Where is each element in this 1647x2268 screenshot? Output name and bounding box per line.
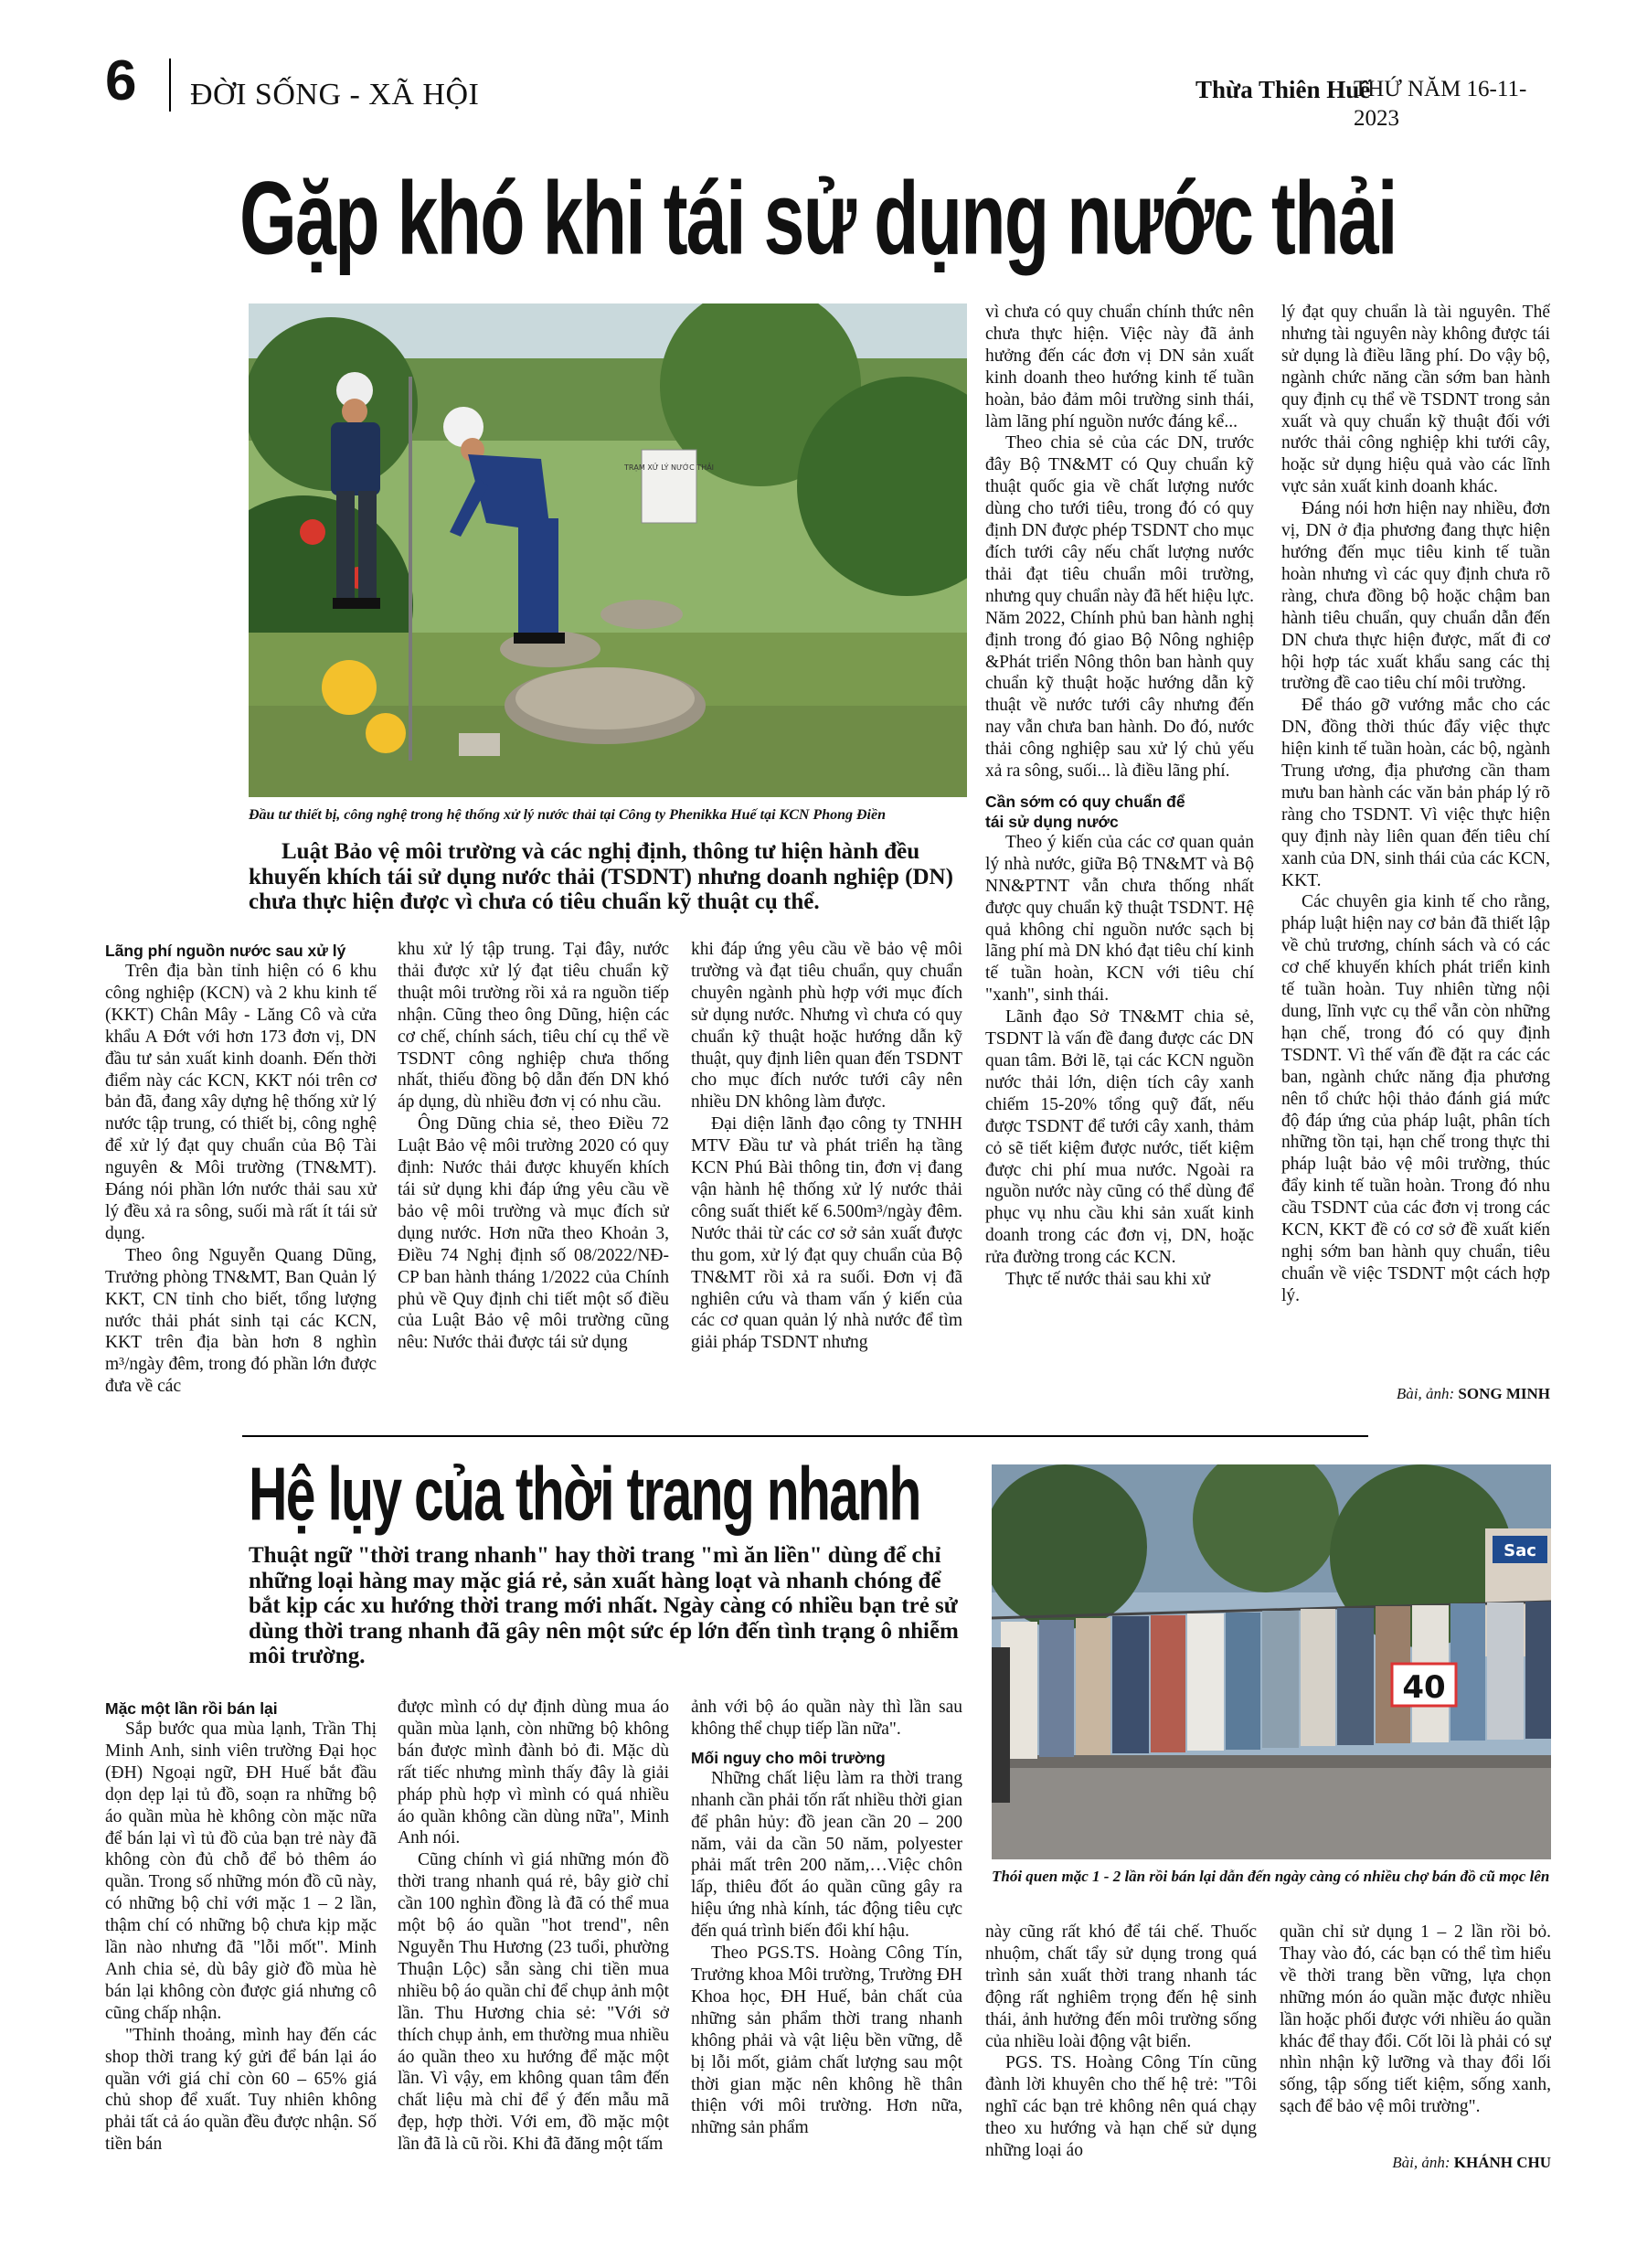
station-sign-text: TRẠM XỬ LÝ NƯỚC THẢI [623,463,715,472]
article-divider [242,1435,1368,1437]
byline-label: Bài, ảnh: [1396,1385,1455,1402]
article1-byline [1281,1385,1550,1403]
article1-col1 [105,939,377,1405]
paragraph: Cũng chính vì giá những món đồ thời trang nhanh quá rẻ, bây giờ chỉ cần 100 nghìn đồng là đã có thể mua một bộ áo quần "hot trend", nên Nguyễn Thu Hương (23 tuổi, phường Thuận Lộc) sẵn sàng chi tiền mua nhiều bộ áo quần chỉ để chụp ảnh một lần. Thu Hương chia sẻ: "Với sở thích chụp ảnh, em thường mua nhiều áo quần theo xu hướng để mặc một lần. Vì vậy, em không quan tâm đến chất liệu mà chỉ để ý đến mẫu mã đẹp, hợp thời. Với em, đồ mặc một lần đã là cũ rồi. Khi đã đăng một tấm [398,1850,669,2155]
paragraph: Các chuyên gia kinh tế cho rằng, pháp luật hiện nay cơ bản đã thiết lập về chủ trương, chính sách và có các cơ chế khuyến khích phát triển kinh tế tuần hoàn. Tuy nhiên từng nội dung, lĩnh vực cụ thể vẫn còn những hạn chế, trong đó có quy định TSDNT. Vì thế vấn đề đặt ra các các ban, ngành chức năng địa phương nên tổ chức hội thảo đánh giá mức độ đáp ứng của pháp luật, phân tích những tồn tại, hạn chế trong thực thi pháp luật bảo vệ môi trường, thúc đẩy kinh tế tuần hoàn. Trong đó nhu cầu TSDNT của các đơn vị trong các KCN, KKT đề có cơ sở đề xuất kiến nghị sớm ban hành quy chuẩn, tiêu chuẩn về việc TSDNT một cách hợp lý. [1281,892,1550,1305]
subheading: Mặc một lần rồi bán lại [105,1699,278,1718]
paragraph: Thực tế nước thải sau khi xử [1005,1270,1210,1290]
subheading: Cần sớm có quy chuẩn để tái sử dụng nước [985,792,1185,831]
header-divider [169,59,171,112]
paragraph: Trên địa bàn tỉnh hiện có 6 khu công nghiệp (KCN) và 2 khu kinh tế (KKT) Chân Mây - Lăng Cô và cửa khẩu A Đớt với hơn 173 đơn vị, DN đầu tư sản xuất kinh doanh. Đến thời điểm này các KCN, KKT nói trên cơ bản đã, đang xây dựng hệ thống xử lý nước tập trung, có thiết bị, công nghệ để xử lý đạt quy chuẩn của Bộ Tài nguyên & Môi trường (TN&MT). Đáng nói phần lớn nước thải sau xử lý đều xả ra sông, suối mà rất ít tái sử dụng. [105,962,377,1243]
paragraph: vì chưa có quy chuẩn chính thức nên chưa thực hiện. Việc này đã ảnh hưởng đến các đơn vị DN sản xuất kinh doanh theo hướng kinh tế tuần hoàn, bảo đảm môi trường sinh thái, làm lãng phí nguồn nước đáng kể... [985,303,1254,431]
byline-name: SONG MINH [1458,1385,1550,1402]
article2-photo-caption: Thói quen mặc 1 - 2 lần rồi bán lại dẫn đến ngày càng có nhiều chợ bán đồ cũ mọc lên [992,1868,1550,1885]
paragraph: này cũng rất khó để tái chế. Thuốc nhuộm, chất tẩy sử dụng trong quá trình sản xuất thời trang nhanh tác động rất nghiêm trọng đến hệ sinh thái, ảnh hưởng đến môi trường sống của nhiều loài động vật biển. [985,1922,1257,2051]
paragraph: Ông Dũng chia sẻ, theo Điều 72 Luật Bảo vệ môi trường 2020 có quy định: Nước thải được khuyến khích tái sử dụng khi đáp ứng yêu cầu về bảo vệ môi trường và mục đích sử dụng nước. Hơn nữa theo Khoản 3, Điều 74 Nghị định số 08/2022/NĐ-CP ban hành tháng 1/2022 của Chính phủ về Quy định chi tiết một số điều của Luật Bảo vệ môi trường cũng nêu: Nước thải được tái sử dụng [398,1114,669,1353]
article1-sapo: Luật Bảo vệ môi trường và các nghị định, thông tư hiện hành đều khuyến khích tái sử dụng nước thải (TSDNT) nhưng doanh nghiệp (DN) chưa thực hiện được vì chưa có tiêu chuẩn kỹ thuật cụ thể. [249,839,953,914]
paragraph: Đại diện lãnh đạo công ty TNHH MTV Đầu tư và phát triển hạ tầng KCN Phú Bài thông tin, đơn vị đang vận hành hệ thống xử lý nước thải công suất thiết kế 6.500m³/ngày đêm. Nước thải từ các cơ sở sản xuất được thu gom, xử lý đạt quy chuẩn của Bộ TN&MT rồi xả ra suối. Đơn vị đã nghiên cứu và tham vấn ý kiến của các cơ quan quản lý nhà nước để tìm giải pháp TSDNT nhưng [691,1114,962,1353]
paragraph: Theo ông Nguyễn Quang Dũng, Trưởng phòng TN&MT, Ban Quản lý KKT, CN tỉnh cho biết, tổng lượng nước thải phát sinh tại các KCN, KKT trên địa bàn hơn 8 nghìn m³/ngày đêm, trong đó phần lớn được đưa về các [105,1245,377,1397]
article2-col2 [398,1697,669,2181]
paragraph: Để tháo gỡ vướng mắc cho các DN, đồng thời thúc đẩy việc thực hiện kinh tế tuần hoàn, các bộ, ngành Trung ương, địa phương cần tham mưu ban hành các văn bản pháp lý rõ ràng cho TSDNT. Vì việc thực hiện quy định này liên quan đến tiêu chí xanh của DN, sinh thái của các KCN, KKT. [1281,696,1550,890]
paragraph: Đáng nói hơn hiện nay nhiều, đơn vị, DN ở địa phương đang thực hiện hướng đến mục tiêu kinh tế tuần hoàn nhưng vì các quy định chưa rõ ràng, chưa đồng bộ hoặc chậm ban hành tiêu chuẩn, quy chuẩn dẫn đến DN chưa thực hiện được, mất đi cơ hội hợp tác xuất khẩu sang các thị trường đề cao tiêu chí môi trường. [1281,499,1550,694]
article2-col3 [691,1697,962,2181]
paragraph: Những chất liệu làm ra thời trang nhanh cần phải tốn rất nhiều thời gian để phân hủy: đồ jean cần 20 – 200 năm, vải da cần 50 năm, polyester phải mất trên 200 năm,…Việc chôn lấp, thiêu đốt áo quần cũng gây ra hiệu ứng nhà kính, tác động tiêu cực đến quá trình biến đổi khí hậu. [691,1768,962,1942]
page-header [105,49,1558,131]
paper-name: Thừa Thiên Huế [1195,76,1371,103]
article2-col4 [985,1922,1257,2182]
article2-col5 [1280,1922,1551,2150]
paragraph: Theo PGS.TS. Hoàng Công Tín, Trưởng khoa Môi trường, Trường ĐH Khoa học, ĐH Huế, bản chất của những sản phẩm thời trang nhanh không phải và vật liệu bền vững, dễ bị lỗi mốt, giảm chất lượng sau một thời gian mặc nên không hề thân thiện với môi trường. Hơn nữa, những sản phẩm [691,1943,962,2138]
paragraph: "Thỉnh thoảng, mình hay đến các shop thời trang ký gửi để bán lại áo quần với giá chỉ còn 60 – 65% giá chủ shop để xuất. Tuy nhiên không phải tất cả áo quần đều được nhận. Số tiền bán [105,2025,377,2155]
article2-headline: Hệ lụy của thời trang nhanh [249,1452,920,1537]
article2-sapo: Thuật ngữ "thời trang nhanh" hay thời trang "mì ăn liền" dùng để chỉ những loại hàng may mặc giá rẻ, sản xuất hàng loạt và nhanh chóng để bắt kịp các xu hướng thời trang mới nhất. Ngày càng có nhiều bạn trẻ sử dùng thời trang nhanh đã gây nên một sức ép lớn đến tình trạng ô nhiễm môi trường. [249,1543,959,1668]
article1-col2 [398,939,669,1405]
paragraph: khu xử lý tập trung. Tại đây, nước thải được xử lý đạt tiêu chuẩn kỹ thuật môi trường rồi xả ra nguồn tiếp nhận. Cũng theo ông Dũng, hiện các cơ chế, chính sách, tiêu chí cụ thể về TSDNT công nghiệp chưa thống nhất, thiếu đồng bộ dẫn đến DN khó áp dụng, dù nhiều đơn vị có nhu cầu. [398,940,669,1113]
article1-photo-caption: Đầu tư thiết bị, công nghệ trong hệ thống xử lý nước thải tại Công ty Phenikka Huế tại KCN Phong Điền [249,807,886,823]
wastewater-station-photo [249,303,967,797]
byline-name: KHÁNH CHU [1453,2154,1551,2171]
article1-headline: Gặp khó khi tái sử dụng nước thải [239,161,1397,277]
paragraph: ảnh với bộ áo quần này thì lần sau không thể chụp tiếp lần nữa". [691,1698,962,1739]
article2-col1 [105,1697,377,2181]
subheading: Mối nguy cho môi trường [691,1748,886,1767]
article1-colB [691,939,962,1405]
paragraph: Theo ý kiến của các cơ quan quản lý nhà nước, giữa Bộ TN&MT và Bộ NN&PTNT vẫn chưa thống nhất được quy chuẩn kỹ thuật TSDNT. Hệ quả không chỉ nguồn nước sạch bị lãng phí mà DN khó đạt tiêu chí kinh tế tuần hoàn, KCN với tiêu chí "xanh", sinh thái. [985,832,1254,1006]
price-tag-text: 40 [1402,1669,1446,1706]
article2-photo [992,1464,1551,1859]
subheading: Lãng phí nguồn nước sau xử lý [105,942,346,960]
issue-date: THỨ NĂM 16-11-2023 [1354,77,1527,131]
byline-label: Bài, ảnh: [1392,2154,1450,2171]
clothes-market-photo [992,1464,1551,1859]
paragraph: lý đạt quy chuẩn là tài nguyên. Thế nhưng tài nguyên này không được tái sử dụng là điều lãng phí. Do vậy bộ, ngành chức năng cần sớm ban hành quy định cụ thể về TSDNT trong sản xuất và quy chuẩn kỹ thuật đối với nước thải công nghiệp khi tưới cây, hoặc sử dụng hiệu quả vào các lĩnh vực sản xuất kinh doanh khác. [1281,303,1550,497]
paragraph: Lãnh đạo Sở TN&MT chia sẻ, TSDNT là vấn đề đang được các DN quan tâm. Bởi lẽ, tại các KCN nguồn nước thải lớn, diện tích cây xanh chiếm 15-20% tổng quỹ đất, nếu được TSDNT để tưới cây xanh, thảm cỏ sẽ tiết kiệm được nước, tiết kiệm được chi phí mua nước. Ngoài ra nguồn nước này cũng có thể dùng để phục vụ nhu cầu khi sản xuất kinh doanh trong các đơn vị, DN, hoặc rửa đường trong các KCN. [985,1007,1254,1268]
paragraph: Sắp bước qua mùa lạnh, Trần Thị Minh Anh, sinh viên trường Đại học (ĐH) Ngoại ngữ, ĐH Huế bắt đầu dọn dẹp lại tủ đồ, soạn ra những bộ áo quần mùa hè không còn mặc nữa để bán lại vì tủ đồ của bạn trẻ này đã không còn đủ chỗ để bỏ thêm áo quần. Trong số những món đồ cũ này, có những bộ chỉ với mặc 1 – 2 lần, thậm chí có những bộ chưa kịp mặc lần nào nhưng đã "lỗi mốt". Minh Anh chia sẻ, dù bây giờ đồ mùa hè bán lại không còn được giá nhưng cô cũng chấp nhận. [105,1720,377,2023]
article1-col3 [985,302,1254,1408]
paragraph: Theo chia sẻ của các DN, trước đây Bộ TN&MT có Quy chuẩn kỹ thuật quốc gia về chất lượng nước dùng cho tưới tiêu, trong đó có quy định DN được phép TSDNT cho mục đích tưới cây nếu chất lượng nước thải đạt tiêu chuẩn môi trường, nhưng quy chuẩn này đã hết hiệu lực. Năm 2022, Chính phủ ban hành nghị định trong đó giao Bộ Nông nghiệp &Phát triển Nông thôn ban hành quy chuẩn kỹ thuật hoặc hướng dẫn kỹ thuật về nước tưới cây nhưng đến nay vẫn chưa ban hành. Do đó, nước thải công nghiệp sau xử lý chủ yếu xả ra sông, suối... là điều lãng phí. [985,433,1254,782]
page-number: 6 [105,49,137,112]
paragraph: khi đáp ứng yêu cầu về bảo vệ môi trường và đạt tiêu chuẩn, quy chuẩn chuyên ngành phù hợp với mục đích sử dụng nước. Nhưng vì chưa có quy chuẩn kỹ thuật hoặc hướng dẫn kỹ thuật, quy định liên quan đến TSDNT cho mục đích nước tưới cây nên nhiều DN không làm được. [691,940,962,1113]
shop-sign-text: Sac [1504,1541,1536,1560]
paragraph: được mình có dự định dùng mua áo quần mùa lạnh, còn những bộ không bán được mình đành bỏ đi. Mặc dù rất tiếc nhưng mình thấy đây là giải pháp phù hợp vì mình có quá nhiều áo quần không cần dùng nữa", Minh Anh nói. [398,1698,669,1848]
article2-byline [1280,2154,1551,2172]
paragraph: quần chỉ sử dụng 1 – 2 lần rồi bỏ. Thay vào đó, các bạn có thể tìm hiểu về thời trang bền vững, lựa chọn những món áo quần mặc được nhiều lần hoặc phối được với nhiều áo quần khác để thay đổi. Cốt lõi là phải có sự nhìn nhận kỹ lưỡng và thay đổi lối sống, tập sống tiết kiệm, sống xanh, sạch để bảo vệ môi trường". [1280,1922,1551,2117]
section-name: ĐỜI SỐNG - XÃ HỘI [190,78,480,112]
article1-col4 [1281,302,1550,1385]
article1-photo [249,303,967,797]
paragraph: PGS. TS. Hoàng Công Tín cũng đành lời khuyên cho thế hệ trẻ: "Tôi nghĩ các bạn trẻ không nên quá chạy theo xu hướng và hạn chế sử dụng những loại áo [985,2053,1257,2161]
